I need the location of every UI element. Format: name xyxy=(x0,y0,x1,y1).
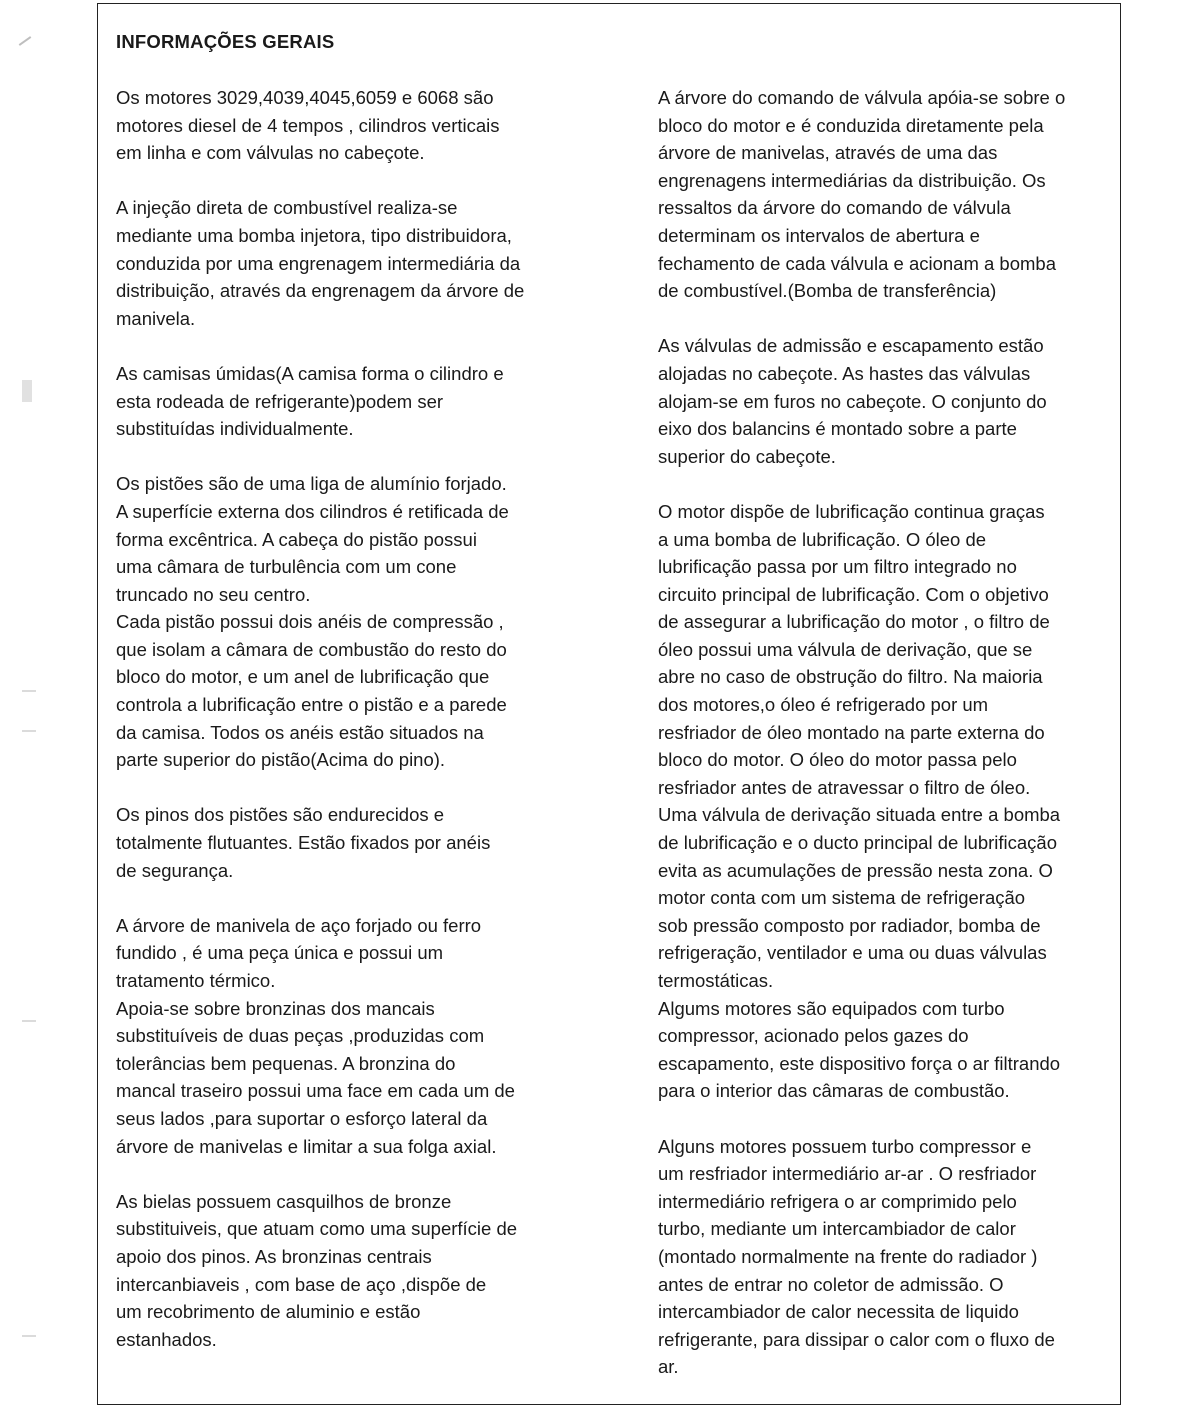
text-line: substituiveis, que atuam como uma superfície de xyxy=(116,1218,518,1240)
text-line: distribuição, através da engrenagem da árvore de xyxy=(116,280,525,302)
text-line: Os motores 3029,4039,4045,6059 e 6068 são xyxy=(116,87,494,108)
text-line: determinam os intervalos de abertura e xyxy=(658,224,980,246)
scan-artifact xyxy=(22,730,36,732)
text-line: bloco do motor, e um anel de lubrificação que xyxy=(116,666,490,688)
text-line: circuito principal de lubrificação. Com o objetivo xyxy=(658,583,1049,605)
text-line: substituíveis de duas peças ,produzidas com xyxy=(116,1025,485,1047)
text-line: controla a lubrificação entre o pistão e a parede xyxy=(116,694,507,716)
text-line: (montado normalmente na frente do radiador ) xyxy=(658,1245,1038,1267)
text-line: Apoia-se sobre bronzinas dos mancais xyxy=(116,997,435,1019)
text-line: escapamento, este dispositivo força o ar filtrando xyxy=(658,1052,1061,1074)
paragraph xyxy=(658,84,1118,305)
paragraph xyxy=(116,912,586,1160)
text-line: da camisa. Todos os anéis estão situados na xyxy=(116,721,484,743)
text-line: Os pinos dos pistões são endurecidos e xyxy=(116,804,445,826)
text-line: manivela. xyxy=(116,307,196,329)
text-line: parte superior do pistão(Acima do pino). xyxy=(116,749,446,771)
text-line: em linha e com válvulas no cabeçote. xyxy=(116,142,425,164)
text-line: substituídas individualmente. xyxy=(116,418,354,440)
text-line: engrenagens intermediárias da distribuição. Os xyxy=(658,169,1046,191)
text-line: A árvore de manivela de aço forjado ou ferro xyxy=(116,914,482,936)
text-line: mancal traseiro possui uma face em cada um de xyxy=(116,1080,515,1102)
paragraph xyxy=(116,801,586,884)
text-line: refrigeração, ventilador e uma ou duas válvulas xyxy=(658,942,1047,964)
text-line: truncado no seu centro. xyxy=(116,583,311,605)
text-line: Uma válvula de derivação situada entre a bomba xyxy=(658,804,1061,826)
text-line: um recobrimento de aluminio e estão xyxy=(116,1301,421,1323)
text-line: de combustível.(Bomba de transferência) xyxy=(658,280,997,302)
text-line: árvore de manivelas, através de uma das xyxy=(658,142,998,164)
text-line: que isolam a câmara de combustão do resto do xyxy=(116,638,507,660)
text-line: tolerâncias bem pequenas. A bronzina do xyxy=(116,1052,456,1074)
text-line: intercanbiaveis , com base de aço ,dispõe de xyxy=(116,1273,487,1295)
text-line: eixo dos balancins é montado sobre a parte xyxy=(658,418,1017,440)
text-line: dos motores,o óleo é refrigerado por um xyxy=(658,694,989,716)
text-line: turbo, mediante um intercambiador de calor xyxy=(658,1218,1016,1240)
text-line: estanhados. xyxy=(116,1328,217,1350)
text-line: A superfície externa dos cilindros é retificada de xyxy=(116,500,509,522)
text-line: A árvore do comando de válvula apóia-se sobre o xyxy=(658,87,1066,108)
text-line: superior do cabeçote. xyxy=(658,445,836,467)
scan-artifact xyxy=(22,380,32,402)
text-line: sob pressão composto por radiador, bomba de xyxy=(658,914,1041,936)
scan-artifact xyxy=(19,36,32,46)
left-column xyxy=(116,84,586,1381)
text-line: uma câmara de turbulência com um cone xyxy=(116,556,457,578)
text-line: de assegurar a lubrificação do motor , o filtro de xyxy=(658,611,1050,633)
text-line: As bielas possuem casquilhos de bronze xyxy=(116,1190,452,1212)
text-line: As camisas úmidas(A camisa forma o cilindro e xyxy=(116,362,504,384)
text-line: de lubrificação e o ducto principal de lubrificação xyxy=(658,832,1058,854)
text-line: forma excêntrica. A cabeça do pistão possui xyxy=(116,528,477,550)
text-line: resfriador antes de atravessar o filtro de óleo. xyxy=(658,776,1031,798)
text-line: ressaltos da árvore do comando de válvula xyxy=(658,197,1011,219)
text-line: árvore de manivelas e limitar a sua folga axial. xyxy=(116,1135,497,1157)
text-line: um resfriador intermediário ar-ar . O resfriador xyxy=(658,1163,1037,1185)
text-line: apoio dos pinos. As bronzinas centrais xyxy=(116,1245,432,1267)
text-line: conduzida por uma engrenagem intermediária da xyxy=(116,252,521,274)
paragraph xyxy=(658,1133,1118,1381)
text-line: ar. xyxy=(658,1356,679,1378)
text-line: Algums motores são equipados com turbo xyxy=(658,997,1005,1019)
text-line: antes de entrar no coletor de admissão. O xyxy=(658,1273,1004,1295)
text-line: Os pistões são de uma liga de alumínio forjado. xyxy=(116,473,507,495)
paragraph xyxy=(116,360,586,443)
paragraph xyxy=(658,332,1118,470)
text-line: motor conta com um sistema de refrigeração xyxy=(658,887,1026,909)
text-line: a uma bomba de lubrificação. O óleo de xyxy=(658,528,987,550)
text-line: evita as acumulações de pressão nesta zona. O xyxy=(658,859,1053,881)
text-line: para o interior das câmaras de combustão. xyxy=(658,1080,1010,1102)
text-line: fundido , é uma peça única e possui um xyxy=(116,942,444,964)
text-line: bloco do motor. O óleo do motor passa pelo xyxy=(658,749,1017,771)
scan-artifact xyxy=(22,1020,36,1022)
text-line: seus lados ,para suportar o esforço lateral da xyxy=(116,1107,488,1129)
document-title: INFORMAÇÕES GERAIS xyxy=(116,31,335,52)
text-line: Alguns motores possuem turbo compressor e xyxy=(658,1135,1032,1157)
text-line: abre no caso de obstrução do filtro. Na maioria xyxy=(658,666,1043,688)
text-line: mediante uma bomba injetora, tipo distribuidora, xyxy=(116,224,512,246)
text-line: motores diesel de 4 tempos , cilindros verticais xyxy=(116,114,500,136)
text-line: intercambiador de calor necessita de liquido xyxy=(658,1301,1019,1323)
paragraph xyxy=(116,194,586,332)
text-line: As válvulas de admissão e escapamento estão xyxy=(658,335,1044,357)
text-line: A injeção direta de combustível realiza-se xyxy=(116,197,458,219)
right-column xyxy=(658,84,1118,1409)
text-line: fechamento de cada válvula e acionam a bomba xyxy=(658,252,1057,274)
text-line: Cada pistão possui dois anéis de compressão , xyxy=(116,611,504,633)
paragraph xyxy=(116,1188,586,1354)
text-line: de segurança. xyxy=(116,859,234,881)
text-line: alojadas no cabeçote. As hastes das válvulas xyxy=(658,362,1031,384)
text-line: tratamento térmico. xyxy=(116,970,276,991)
text-line: refrigerante, para dissipar o calor com o fluxo de xyxy=(658,1328,1055,1350)
text-line: bloco do motor e é conduzida diretamente pela xyxy=(658,114,1044,136)
scan-artifact xyxy=(22,690,36,692)
text-line: resfriador de óleo montado na parte externa do xyxy=(658,721,1045,743)
scan-artifact xyxy=(22,1335,36,1337)
text-line: intermediário refrigera o ar comprimido pelo xyxy=(658,1190,1017,1212)
text-line: compressor, acionado pelos gazes do xyxy=(658,1025,969,1047)
text-line: O motor dispõe de lubrificação continua graças xyxy=(658,500,1045,522)
paragraph xyxy=(116,84,586,167)
text-line: lubrificação passa por um filtro integrado no xyxy=(658,556,1017,578)
paragraph xyxy=(116,470,586,774)
text-line: termostáticas. xyxy=(658,970,774,991)
text-line: esta rodeada de refrigerante)podem ser xyxy=(116,390,444,412)
text-line: alojam-se em furos no cabeçote. O conjunto do xyxy=(658,390,1047,412)
text-line: totalmente flutuantes. Estão fixados por anéis xyxy=(116,832,491,854)
paragraph xyxy=(658,498,1118,1105)
text-line: óleo possui uma válvula de derivação, que se xyxy=(658,638,1033,660)
